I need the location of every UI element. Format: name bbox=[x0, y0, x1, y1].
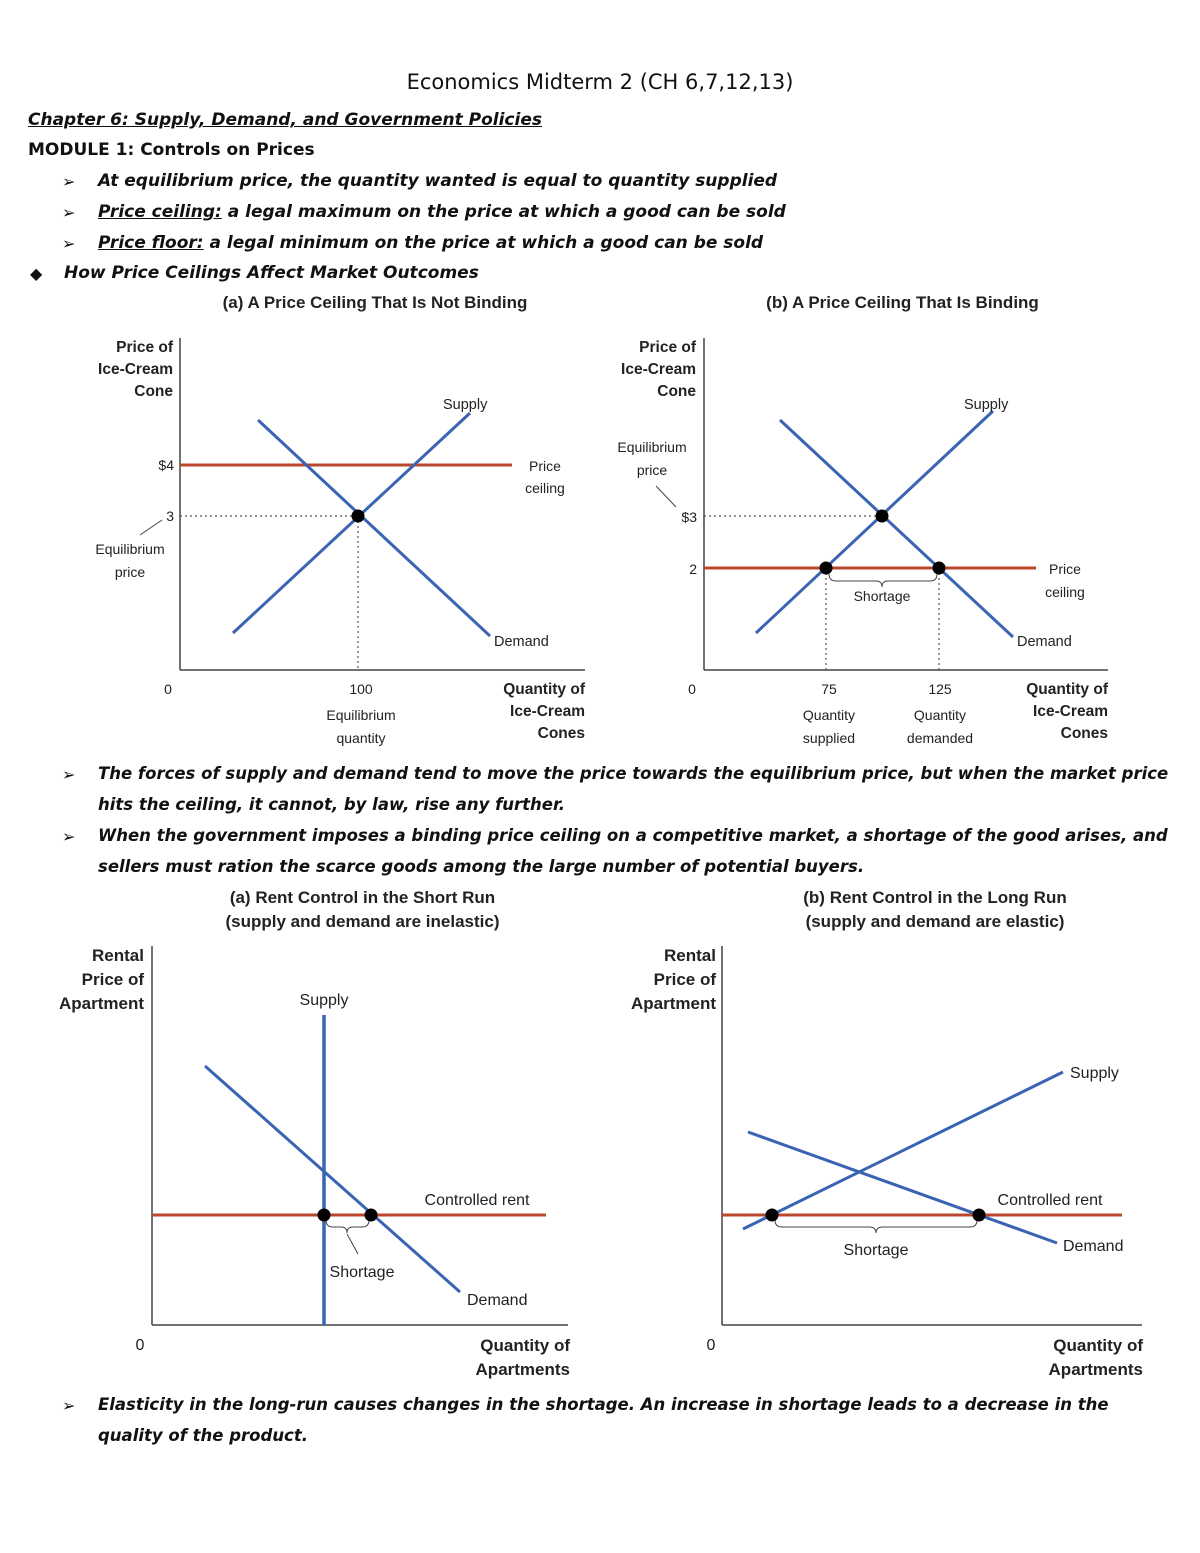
fig1b-xlabel-3: Cones bbox=[1060, 725, 1108, 742]
fig2a-ylabel-2: Price of bbox=[81, 970, 144, 989]
fig2b-ylabel-1: Rental bbox=[664, 946, 716, 965]
fig1a-ylabel-1: Price of bbox=[116, 339, 173, 356]
price-ceiling-def: a legal maximum on the price at which a good can be sold bbox=[221, 202, 786, 222]
fig2b-xlabel-2: Apartments bbox=[1048, 1360, 1143, 1379]
fig1b-ceiling-label-2: ceiling bbox=[1045, 584, 1085, 600]
fig1b-shortage-label: Shortage bbox=[853, 588, 911, 604]
arrow-bullet-icon: ➢ bbox=[62, 203, 76, 222]
fig1b-title: (b) A Price Ceiling That Is Binding bbox=[766, 293, 1039, 312]
fig2b-title-main: (b) Rent Control in the Long Run bbox=[803, 888, 1067, 907]
fig2a-shortage-label: Shortage bbox=[329, 1264, 395, 1281]
arrow-bullet-icon: ➢ bbox=[62, 172, 76, 191]
fig1a-graph bbox=[95, 338, 585, 746]
price-floor-def: a legal minimum on the price at which a good can be sold bbox=[203, 233, 764, 253]
fig1b-tick-125: 125 bbox=[928, 681, 952, 697]
fig2b-supply-label: Supply bbox=[1070, 1065, 1119, 1082]
fig2a-qd-point bbox=[365, 1209, 378, 1222]
price-floor-term: Price floor: bbox=[98, 233, 204, 253]
section-heading: How Price Ceilings Affect Market Outcomes bbox=[64, 263, 479, 283]
fig2a-supply-label: Supply bbox=[299, 992, 349, 1009]
fig2a-xlabel-1: Quantity of bbox=[480, 1336, 570, 1355]
fig2b-shortage-brace bbox=[775, 1220, 977, 1233]
fig1b-xlabel-2: Ice-Cream bbox=[1033, 703, 1108, 720]
fig2b-qs-point bbox=[766, 1209, 779, 1222]
fig2b-graph bbox=[631, 946, 1143, 1379]
fig2a-demand-label: Demand bbox=[467, 1292, 528, 1309]
fig1b-demand-label: Demand bbox=[1017, 634, 1072, 650]
fig2a-ylabel-3: Apartment bbox=[58, 994, 144, 1013]
fig1a-eq-price-pointer bbox=[140, 520, 162, 535]
fig2b-ylabel-3: Apartment bbox=[630, 994, 716, 1013]
fig1a-tick-3: 3 bbox=[166, 508, 174, 524]
fig1b-eq-price-label-2: price bbox=[636, 462, 668, 478]
arrow-bullet-icon: ➢ bbox=[62, 765, 76, 784]
fig1a-ceiling-label-2: ceiling bbox=[525, 480, 565, 496]
paragraph-elasticity: Elasticity in the long-run causes changes in the shortage. An increase in shortage leads to a decrease in the quality of the product. bbox=[98, 1395, 1109, 1445]
fig1b-shortage-brace bbox=[829, 574, 937, 587]
fig2b-subtitle: (supply and demand are elastic) bbox=[805, 912, 1065, 931]
fig1b-tick-2: 2 bbox=[689, 561, 697, 577]
fig2a-title-main: (a) Rent Control in the Short Run bbox=[229, 888, 496, 907]
fig2b-qd-point bbox=[973, 1209, 986, 1222]
fig1b-xlabel-1: Quantity of bbox=[1026, 681, 1108, 698]
fig1a-origin: 0 bbox=[164, 681, 172, 697]
arrow-bullet-icon: ➢ bbox=[62, 827, 76, 846]
fig2a-graph bbox=[59, 946, 570, 1379]
fig2b-demand-label: Demand bbox=[1063, 1238, 1124, 1255]
fig1a-supply-label: Supply bbox=[443, 397, 488, 413]
fig2a-shortage-brace bbox=[326, 1220, 369, 1233]
fig1a-title: (a) A Price Ceiling That Is Not Binding bbox=[222, 293, 528, 312]
fig1b-graph bbox=[617, 338, 1108, 746]
chapter-heading: Chapter 6: Supply, Demand, and Government Policies bbox=[28, 110, 542, 130]
fig1a-supply-curve bbox=[233, 413, 470, 633]
fig1b-qd-label-1: Quantity bbox=[913, 707, 967, 723]
paragraph-forces: The forces of supply and demand tend to move the price towards the equilibrium price, but when the market price hits the ceiling, it cannot, by law, rise any further. bbox=[98, 764, 1169, 814]
fig2b-origin: 0 bbox=[706, 1337, 716, 1354]
fig1b-demand-curve bbox=[780, 420, 1013, 637]
fig2a-demand-curve bbox=[205, 1066, 460, 1292]
fig1b-ylabel-3: Cone bbox=[657, 383, 696, 400]
fig2b-shortage-label: Shortage bbox=[843, 1242, 909, 1259]
fig1a-ylabel-2: Ice-Cream bbox=[98, 361, 173, 378]
fig1a-equilibrium-point bbox=[352, 510, 365, 523]
fig1b-qd-point bbox=[933, 562, 946, 575]
fig1b-ceiling-label-1: Price bbox=[1049, 561, 1081, 577]
fig1a-ceiling-label-1: Price bbox=[529, 458, 561, 474]
fig1a-xlabel-3: Cones bbox=[537, 725, 585, 742]
fig1a-demand-label: Demand bbox=[494, 634, 549, 650]
fig2a-ylabel-1: Rental bbox=[92, 946, 144, 965]
fig1a-eq-qty-label-1: Equilibrium bbox=[326, 707, 396, 723]
paragraph-binding: When the government imposes a binding price ceiling on a competitive market, a shortage of the good arises, and sellers must ration the scarce goods among the large number of potential buyers. bbox=[98, 826, 1168, 876]
fig1a-xlabel-1: Quantity of bbox=[503, 681, 585, 698]
fig2a-subtitle: (supply and demand are inelastic) bbox=[225, 912, 500, 931]
fig1b-qs-point bbox=[820, 562, 833, 575]
module-heading: MODULE 1: Controls on Prices bbox=[28, 140, 315, 160]
fig1a-eq-price-label-1: Equilibrium bbox=[95, 541, 165, 557]
fig2a-shortage-pointer bbox=[347, 1234, 358, 1254]
price-ceiling-term: Price ceiling: bbox=[98, 202, 222, 222]
fig2a-qs-point bbox=[318, 1209, 331, 1222]
fig1b-equilibrium-point bbox=[876, 510, 889, 523]
fig2b-controlled-label: Controlled rent bbox=[997, 1192, 1103, 1209]
fig1b-ylabel-2: Ice-Cream bbox=[621, 361, 696, 378]
fig2a-xlabel-2: Apartments bbox=[475, 1360, 570, 1379]
fig1b-origin: 0 bbox=[688, 681, 696, 697]
fig1b-eq-price-label-1: Equilibrium bbox=[617, 439, 687, 455]
fig1a-eq-price-label-2: price bbox=[114, 564, 146, 580]
fig1a-xlabel-2: Ice-Cream bbox=[510, 703, 585, 720]
fig1a-tick-100: 100 bbox=[349, 681, 373, 697]
fig1b-qs-label-2: supplied bbox=[802, 730, 856, 746]
fig2b-demand-curve bbox=[748, 1132, 1057, 1243]
fig2a-origin: 0 bbox=[135, 1337, 145, 1354]
bullet-equilibrium: At equilibrium price, the quantity wanted is equal to quantity supplied bbox=[98, 171, 778, 191]
diamond-bullet-icon: ◆ bbox=[30, 264, 43, 283]
arrow-bullet-icon: ➢ bbox=[62, 234, 76, 253]
fig1b-tick-3: $3 bbox=[681, 509, 697, 525]
page-title: Economics Midterm 2 (CH 6,7,12,13) bbox=[406, 70, 794, 94]
fig1b-tick-75: 75 bbox=[821, 681, 837, 697]
fig1b-qs-label-1: Quantity bbox=[802, 707, 856, 723]
fig1a-ylabel-3: Cone bbox=[134, 383, 173, 400]
fig1b-ylabel-1: Price of bbox=[639, 339, 696, 356]
fig1a-tick-4: $4 bbox=[158, 457, 174, 473]
arrow-bullet-icon: ➢ bbox=[62, 1396, 76, 1415]
fig1a-eq-qty-label-2: quantity bbox=[336, 730, 386, 746]
fig1b-supply-label: Supply bbox=[964, 397, 1009, 413]
fig2b-xlabel-1: Quantity of bbox=[1053, 1336, 1143, 1355]
fig1b-eq-price-pointer bbox=[656, 486, 676, 507]
fig2a-controlled-label: Controlled rent bbox=[424, 1192, 530, 1209]
fig1a-demand-curve bbox=[258, 420, 490, 636]
fig1b-qd-label-2: demanded bbox=[906, 730, 974, 746]
fig2b-ylabel-2: Price of bbox=[653, 970, 716, 989]
